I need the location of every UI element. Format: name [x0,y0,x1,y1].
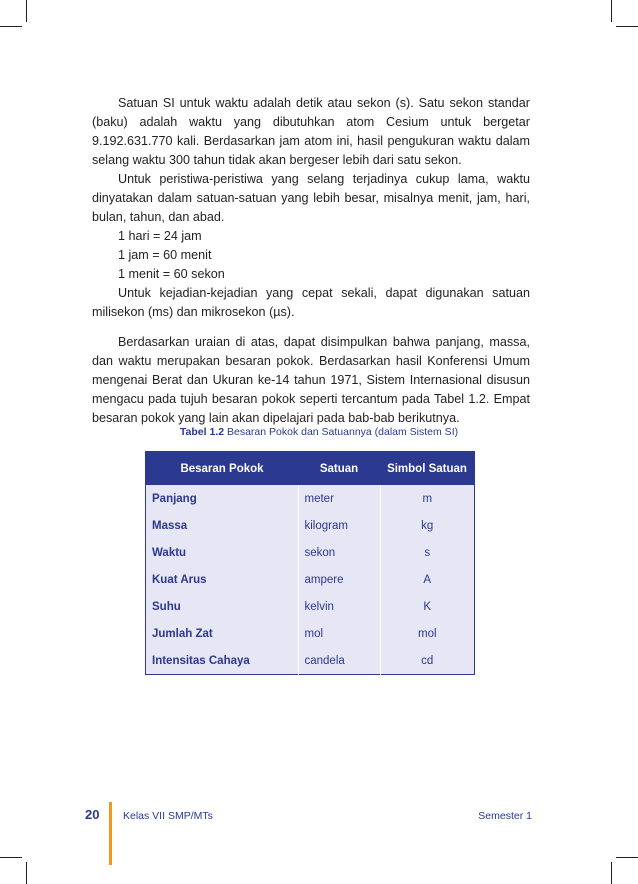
footer-semester: Semester 1 [478,810,532,822]
quantity-cell: Waktu [146,539,299,566]
crop-mark [26,0,27,22]
paragraph-small-units: Untuk kejadian-kejadian yang cepat sekali, dapat digunakan satuan milisekon (ms) dan mikrosekon (µs). [92,286,530,319]
page-number: 20 [85,807,100,822]
table-row [146,539,475,566]
paragraph-conclusion: Berdasarkan uraian di atas, dapat disimpulkan bahwa panjang, massa, dan waktu merupakan besaran pokok. Berdasarkan hasil Konferensi Umum mengenai Berat dan Ukuran ke-14 tahun 1971, Sistem Internasional disusun mengacu pada tujuh besaran pokok seperti tercantum pada Tabel 1.2. Empat besaran pokok yang lain akan dipelajari pada bab-bab berikutnya. [92,335,530,425]
quantity-cell: Intensitas Cahaya [146,647,299,675]
symbol-cell: mol [417,627,437,640]
paragraph-larger-units: Untuk peristiwa-peristiwa yang selang terjadinya cukup lama, waktu dinyatakan dalam satuan-satuan yang lebih besar, misalnya menit, jam, hari, bulan, tahun, dan abad. [92,172,530,224]
paragraph-si-time: Satuan SI untuk waktu adalah detik atau sekon (s). Satu sekon standar (baku) adalah waktu yang dibutuhkan atom Cesium untuk bergetar 9.192.631.770 kali. Berdasarkan jam atom ini, hasil pengukuran waktu dalam selang waktu 300 tahun tidak akan bergeser lebih dari satu sekon. [92,96,530,167]
symbol-cell: kg [421,519,434,532]
unit-cell: sekon [298,539,380,566]
crop-mark [26,862,27,884]
table-row [146,566,475,593]
crop-mark [616,26,638,27]
unit-cell: ampere [298,566,380,593]
crop-mark [611,862,612,884]
table-row [146,620,475,647]
quantity-cell: Panjang [146,485,299,512]
crop-mark [616,857,638,858]
unit-cell: candela [298,647,380,675]
table-row [146,485,475,512]
conversion-minute: 1 menit = 60 sekon [118,267,225,281]
quantity-cell: Kuat Arus [146,566,299,593]
symbol-cell: cd [421,654,434,667]
footer-book-title: Kelas VII SMP/MTs [123,810,213,822]
symbol-cell: A [423,573,432,586]
header-quantity: Besaran Pokok [146,452,299,486]
conversion-day: 1 hari = 24 jam [118,229,202,243]
symbol-cell: s [424,546,431,559]
crop-mark [0,857,22,858]
header-unit: Satuan [298,452,380,486]
table-row [146,593,475,620]
crop-mark [611,0,612,22]
crop-mark [0,26,22,27]
table-row [146,512,475,539]
unit-cell: meter [298,485,380,512]
body-text [92,94,530,428]
footer-accent-bar [109,802,112,865]
conversion-hour: 1 jam = 60 menit [118,248,212,262]
symbol-cell: K [423,600,432,613]
quantity-cell: Suhu [146,593,299,620]
caption-label: Tabel 1.2 [179,426,225,438]
header-symbol: Simbol Satuan [380,452,475,486]
base-quantities-table [145,451,475,675]
table-header-row [146,452,475,486]
quantity-cell: Jumlah Zat [146,620,299,647]
table-row [146,647,475,675]
symbol-cell: m [422,492,433,505]
table-caption [0,426,638,438]
unit-cell: kilogram [298,512,380,539]
unit-cell: mol [298,620,380,647]
unit-cell: kelvin [298,593,380,620]
quantity-cell: Massa [146,512,299,539]
caption-text: Besaran Pokok dan Satuannya (dalam Sistem SI) [224,426,459,438]
